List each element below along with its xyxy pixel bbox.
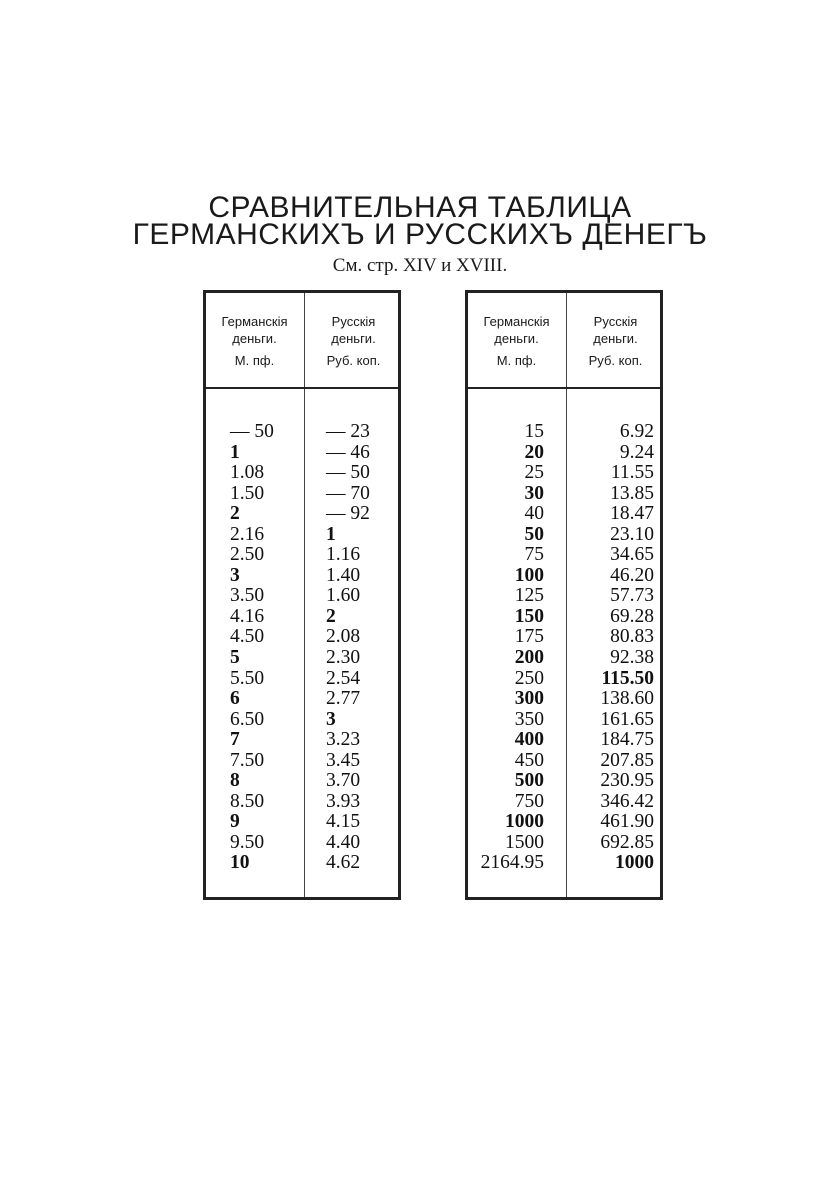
russian-value-cell: — 50	[326, 462, 370, 484]
right-conversion-table	[465, 290, 663, 900]
russian-value-cell: 461.90	[600, 811, 654, 833]
german-value-cell: 3	[230, 564, 240, 586]
russian-value-cell: 9.24	[619, 441, 654, 463]
russian-value-cell: 115.50	[601, 667, 654, 689]
german-header-line-1: Германскія	[221, 314, 288, 329]
russian-value-cell: 1	[326, 523, 336, 545]
russian-value-cell: 184.75	[600, 729, 654, 751]
russian-value-cell: 11.55	[610, 462, 654, 484]
russian-money-header	[568, 313, 663, 369]
german-value-cell: 10	[230, 852, 250, 874]
page-title-line-2: ГЕРМАНСКИХЪ И РУССКИХЪ ДЕНЕГЪ	[132, 218, 708, 251]
russian-value-cell: 1.16	[326, 544, 361, 566]
russian-value-cell: 3.93	[326, 790, 361, 812]
russian-value-cell: 4.62	[326, 852, 361, 874]
german-value-cell: 100	[514, 564, 544, 586]
german-value-cell: 1.08	[230, 462, 265, 484]
russian-header-units: Руб. коп.	[326, 353, 381, 368]
german-header-line-2: деньги.	[232, 331, 277, 346]
russian-money-header	[306, 313, 401, 369]
russian-header-line-2: деньги.	[593, 331, 638, 346]
german-header-line-1: Германскія	[483, 314, 550, 329]
left-conversion-table	[203, 290, 401, 900]
german-value-cell: 1000	[505, 811, 544, 833]
german-value-cell: 175	[514, 626, 544, 648]
russian-value-cell: 2.08	[326, 626, 361, 648]
russian-value-cell: — 46	[326, 441, 370, 463]
german-value-cell: 9.50	[230, 831, 265, 853]
page-subtitle: См. стр. XIV и XVIII.	[332, 255, 508, 276]
russian-value-cell: 2.54	[326, 667, 361, 689]
russian-value-cell: 23.10	[610, 523, 654, 545]
german-value-cell: 7.50	[230, 749, 265, 771]
russian-value-cell: 1000	[615, 852, 654, 874]
german-value-cell: 30	[524, 482, 544, 504]
russian-value-cell: — 23	[326, 421, 370, 442]
german-value-cell: 2.50	[230, 544, 265, 566]
russian-value-cell: 2.30	[326, 647, 361, 669]
russian-value-cell: 1.60	[326, 585, 361, 607]
german-value-cell: 75	[524, 544, 544, 566]
russian-value-cell: 13.85	[610, 482, 654, 504]
header-rule	[206, 387, 398, 389]
german-value-cell: 750	[514, 790, 544, 812]
russian-value-cell: 57.73	[610, 585, 654, 607]
russian-value-cell: 4.15	[326, 811, 361, 833]
russian-value-cell: 138.60	[600, 688, 654, 710]
russian-value-cell: 3.23	[326, 729, 361, 751]
russian-value-cell: 3	[326, 708, 336, 730]
russian-value-cell: 2	[326, 605, 336, 627]
russian-value-cell: 161.65	[600, 708, 654, 730]
russian-value-cell: 3.70	[326, 770, 361, 792]
german-value-cell: 2	[230, 503, 240, 525]
german-value-cell: 450	[514, 749, 544, 771]
russian-value-cell: — 92	[326, 503, 370, 525]
german-values-column	[468, 422, 544, 874]
german-value-cell: 8.50	[230, 790, 265, 812]
german-header-line-2: деньги.	[494, 331, 539, 346]
german-value-cell: 4.16	[230, 605, 265, 627]
russian-value-cell: 230.95	[600, 770, 654, 792]
german-value-cell: 1	[230, 441, 240, 463]
russian-value-cell: — 70	[326, 482, 370, 504]
russian-value-cell: 207.85	[600, 749, 654, 771]
german-value-cell: 500	[514, 770, 544, 792]
german-value-cell: 20	[524, 441, 544, 463]
russian-value-cell: 69.28	[610, 605, 654, 627]
german-header-units: М. пф.	[234, 353, 275, 368]
russian-values-column	[568, 422, 654, 874]
german-money-header	[468, 313, 565, 369]
german-value-cell: 6.50	[230, 708, 265, 730]
german-value-cell: 7	[230, 729, 240, 751]
german-value-cell: 25	[524, 462, 544, 484]
german-money-header	[206, 313, 303, 369]
german-value-cell: 2164.95	[480, 852, 544, 874]
german-value-cell: 15	[524, 421, 544, 442]
german-value-cell: 400	[514, 729, 544, 751]
german-value-cell: 300	[514, 688, 544, 710]
german-value-cell: 3.50	[230, 585, 265, 607]
russian-header-units: Руб. коп.	[588, 353, 643, 368]
german-header-units: М. пф.	[496, 353, 537, 368]
german-value-cell: 4.50	[230, 626, 265, 648]
russian-value-cell: 2.77	[326, 688, 361, 710]
russian-value-cell: 346.42	[600, 790, 654, 812]
russian-value-cell: 92.38	[610, 647, 654, 669]
russian-value-cell: 80.83	[610, 626, 654, 648]
german-value-cell: 200	[514, 647, 544, 669]
german-value-cell: 350	[514, 708, 544, 730]
german-value-cell: 40	[524, 503, 544, 525]
russian-values-column	[326, 422, 370, 874]
russian-value-cell: 46.20	[610, 564, 654, 586]
russian-value-cell: 692.85	[600, 831, 654, 853]
german-value-cell: 5	[230, 647, 240, 669]
column-divider	[304, 293, 305, 897]
russian-header-line-1: Русскія	[593, 314, 638, 329]
german-value-cell: — 50	[230, 421, 274, 442]
russian-header-line-1: Русскія	[331, 314, 376, 329]
german-value-cell: 9	[230, 811, 240, 833]
page-title-line-1: СРАВНИТЕЛЬНАЯ ТАБЛИЦА	[208, 191, 632, 224]
russian-header-line-2: деньги.	[331, 331, 376, 346]
german-values-column	[230, 422, 274, 874]
german-value-cell: 8	[230, 770, 240, 792]
russian-value-cell: 4.40	[326, 831, 361, 853]
german-value-cell: 1500	[505, 831, 544, 853]
russian-value-cell: 34.65	[610, 544, 654, 566]
german-value-cell: 1.50	[230, 482, 265, 504]
german-value-cell: 5.50	[230, 667, 265, 689]
german-value-cell: 250	[514, 667, 544, 689]
german-value-cell: 150	[514, 605, 544, 627]
german-value-cell: 6	[230, 688, 240, 710]
russian-value-cell: 6.92	[619, 421, 654, 442]
russian-value-cell: 18.47	[610, 503, 654, 525]
german-value-cell: 125	[514, 585, 544, 607]
russian-value-cell: 1.40	[326, 564, 361, 586]
column-divider	[566, 293, 567, 897]
german-value-cell: 2.16	[230, 523, 265, 545]
german-value-cell: 50	[524, 523, 544, 545]
russian-value-cell: 3.45	[326, 749, 361, 771]
header-rule	[468, 387, 660, 389]
